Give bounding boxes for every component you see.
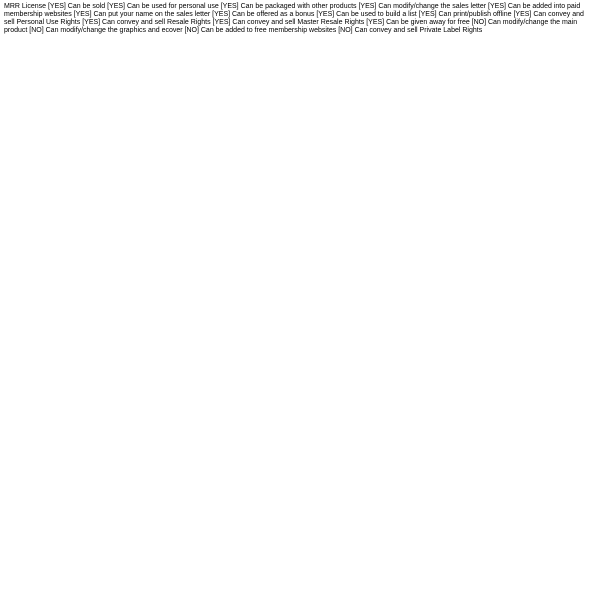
- mrr-license-terms-paragraph: MRR License [YES] Can be sold [YES] Can be used for personal use [YES] Can be packaged with other products [YES] Can modify/change the sales letter [YES] Can be added into paid membership websites [YES] Can put your name on the sales letter [YES] Can be offered as a bonus [YES] Can be used to build a list [YES] Can print/publish offline [YES] Can convey and sell Personal Use Rights [YES] Can convey and sell Resale Rights [YES] Can convey and sell Master Resale Rights [YES] Can be given away for free [NO] Can modify/change the main product [NO] Can modify/change the graphics and ecover [NO] Can be added to free membership websites [NO] Can convey and sell Private Label Rights: [4, 3, 584, 34]
- page: [0, 3, 600, 603]
